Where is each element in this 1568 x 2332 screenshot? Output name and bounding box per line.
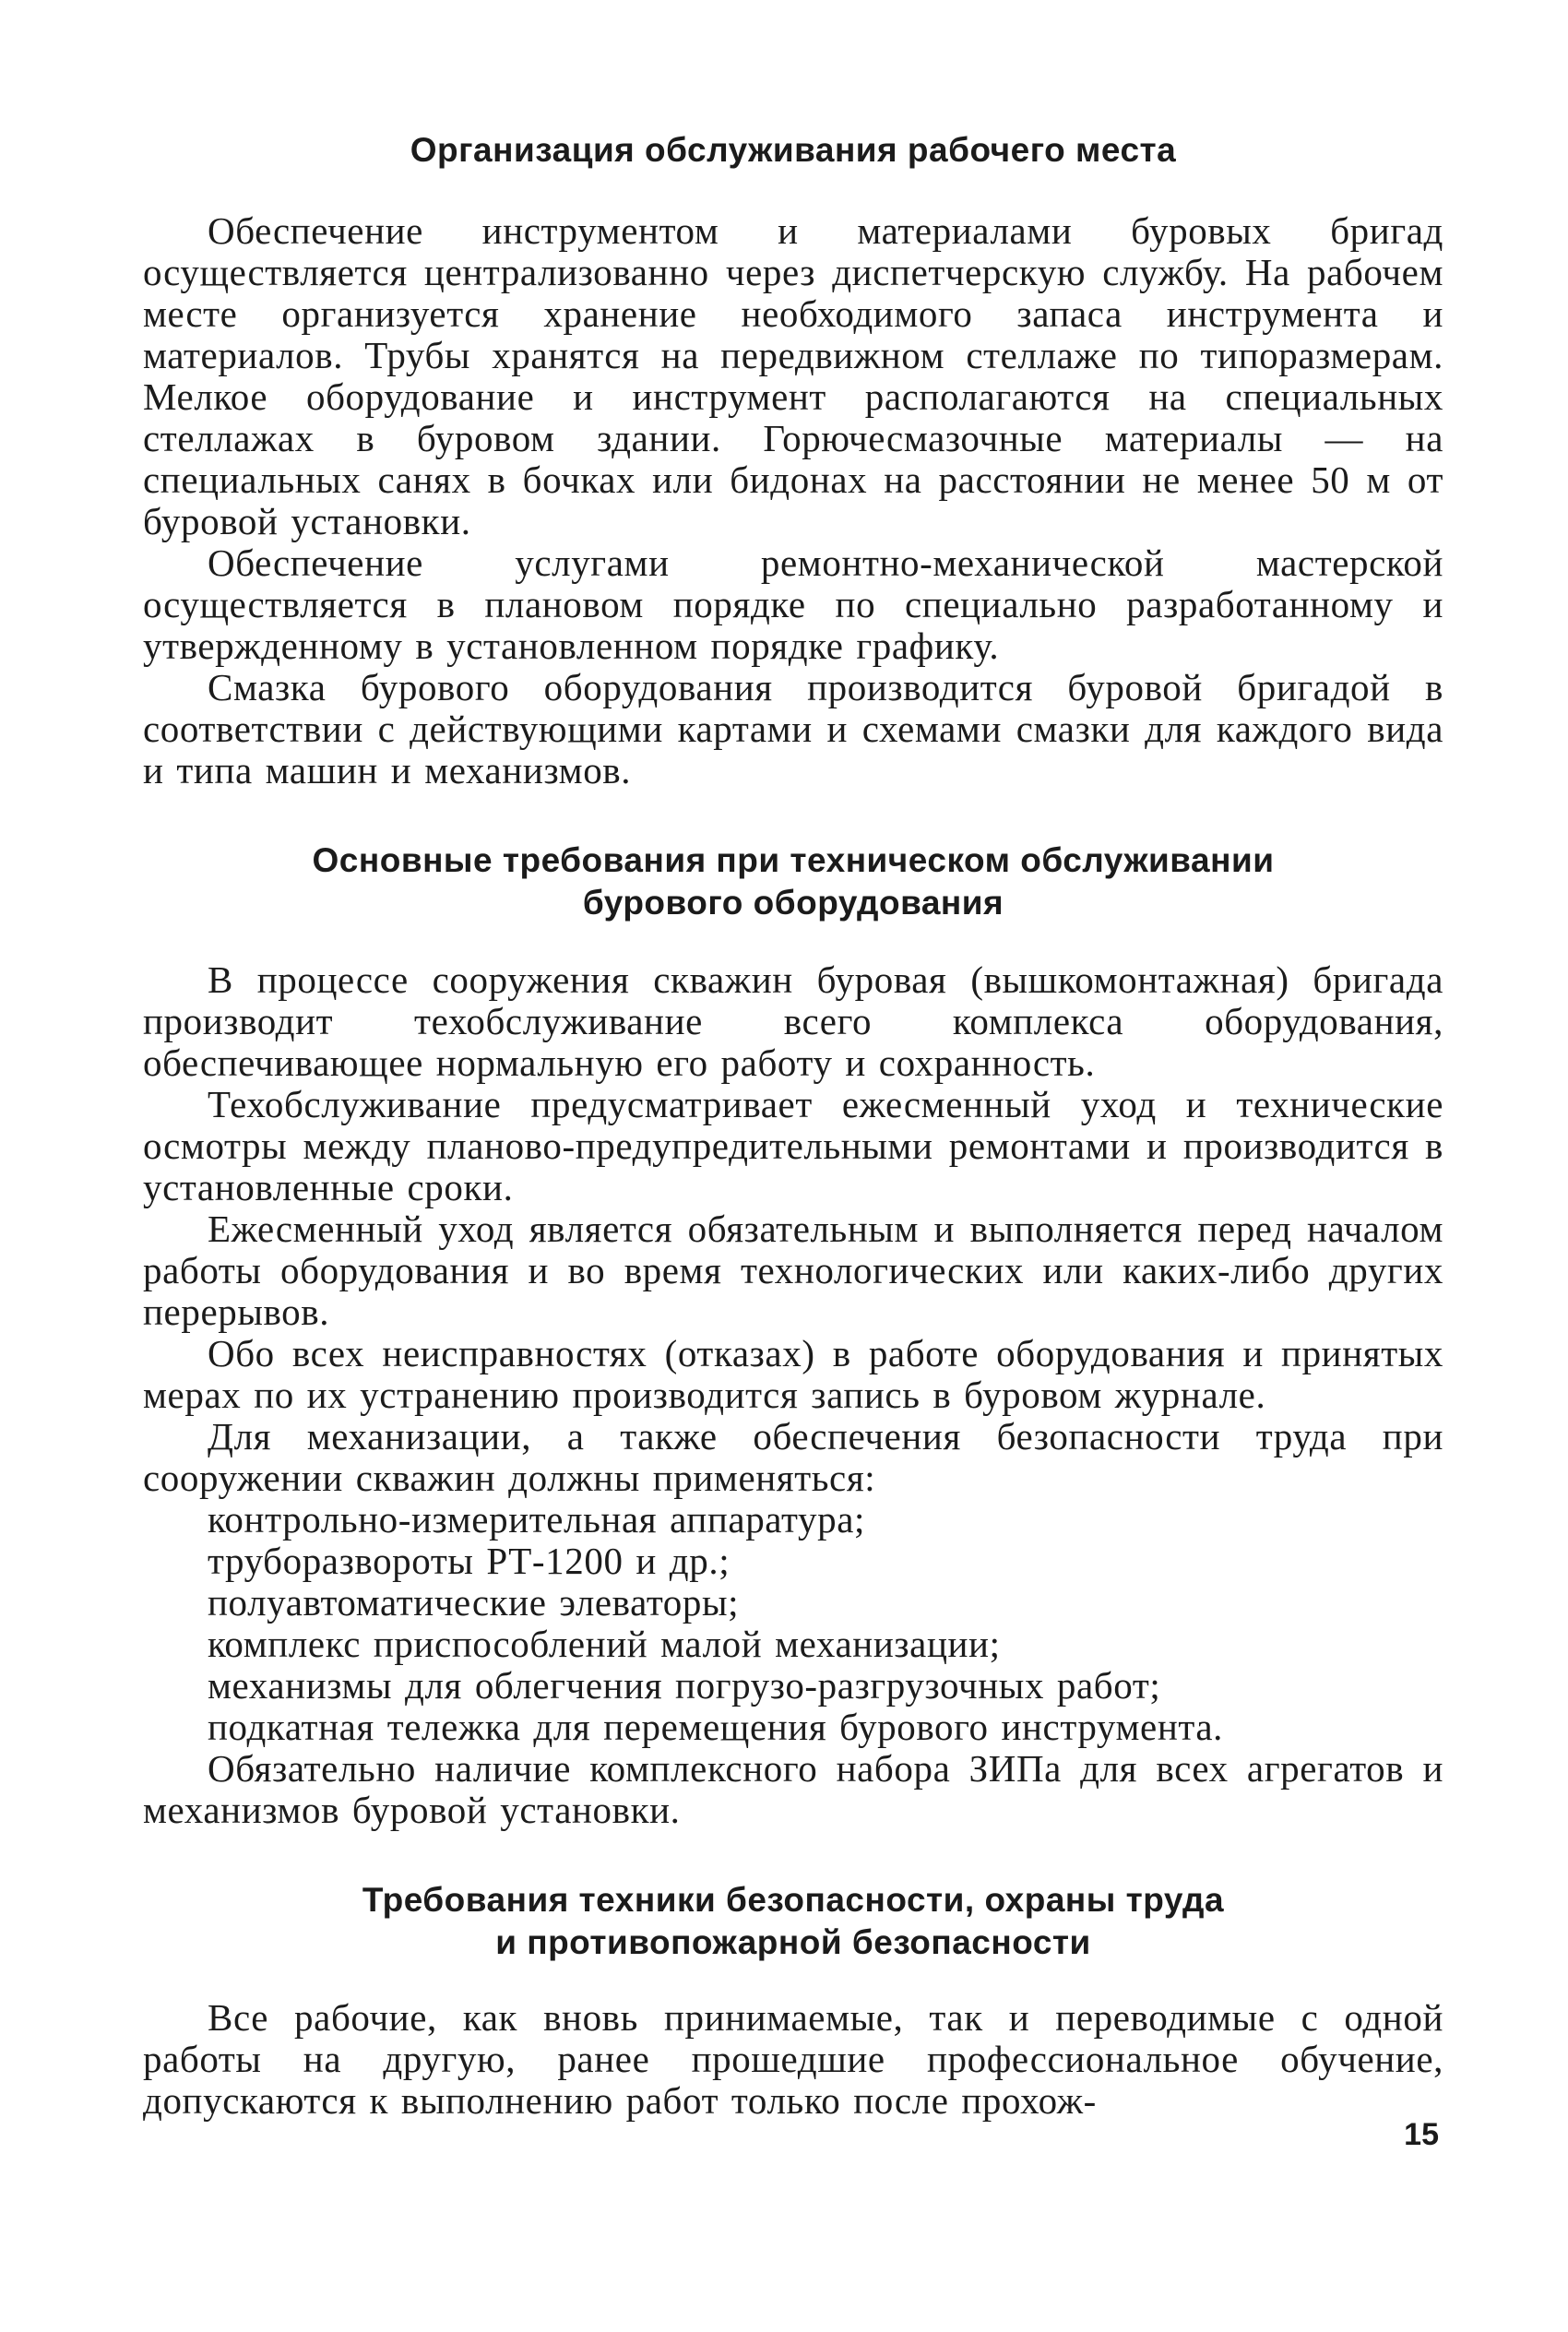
list-item: механизмы для облегчения погрузо-разгрузочных работ;	[208, 1664, 1161, 1707]
section-title-safety-requirements	[143, 1879, 1443, 1964]
paragraph: Смазка бурового оборудования производится буровой бригадой в соответствии с действующими картами и схемами смазки для каждого вида и типа машин и механизмов.	[143, 666, 1443, 791]
paragraph: Обеспечение услугами ремонтно-механической мастерской осуществляется в плановом порядке по специально разработанному и утвержденному в установленном порядке графику.	[143, 541, 1443, 667]
list-item: подкатная тележка для перемещения бурового инструмента.	[208, 1706, 1224, 1748]
equipment-list	[143, 1499, 1443, 1748]
paragraph: Обеспечение инструментом и материалами буровых бригад осуществляется централизованно через диспетчерскую службу. На рабочем месте организуется хранение необходимого запаса инструмента и материалов. Трубы хранятся на передвижном стеллаже по типоразмерам. Мелкое оборудование и инструмент располагаются на специальных стеллажах в буровом здании. Горючесмазочные материалы — на специальных санях в бочках или бидонах на расстоянии не менее 50 м от буровой установки.	[143, 209, 1443, 542]
list-item: полуавтоматические элеваторы;	[208, 1581, 740, 1624]
paragraph: Техобслуживание предусматривает ежесменный уход и технические осмотры между планово-предупредительными ремонтами и производится в установленные сроки.	[143, 1083, 1443, 1208]
section-title-line: бурового оборудования	[582, 884, 1004, 922]
section-title-maintenance-requirements	[143, 839, 1443, 924]
paragraph: В процессе сооружения скважин буровая (вышкомонтажная) бригада производит техобслуживание всего комплекса оборудования, обеспечивающее нормальную его работу и сохранность.	[143, 958, 1443, 1084]
paragraph: Для механизации, а также обеспечения безопасности труда при сооружении скважин должны применяться:	[143, 1415, 1443, 1499]
page-number: 15	[1404, 2117, 1439, 2152]
list-item: контрольно-измерительная аппаратура;	[208, 1498, 866, 1541]
section-title-workplace-organization: Организация обслуживания рабочего места	[410, 131, 1177, 169]
section-title-line: и противопожарной безопасности	[495, 1923, 1091, 1961]
list-item: комплекс приспособлений малой механизации;	[208, 1623, 1001, 1665]
section-title-line: Требования техники безопасности, охраны труда	[362, 1881, 1225, 1919]
paragraph: Обо всех неисправностях (отказах) в работе оборудования и принятых мерах по их устранению производится запись в буровом журнале.	[143, 1332, 1443, 1416]
document-page	[143, 129, 1443, 2122]
paragraph: Ежесменный уход является обязательным и выполняется перед началом работы оборудования и во время технологических или каких-либо других перерывов.	[143, 1208, 1443, 1333]
list-item: труборазвороты РТ-1200 и др.;	[208, 1540, 731, 1582]
paragraph: Обязательно наличие комплексного набора ЗИПа для всех агрегатов и механизмов буровой установки.	[143, 1747, 1443, 1831]
section-title-line: Основные требования при техническом обслуживании	[312, 841, 1275, 879]
paragraph: Все рабочие, как вновь принимаемые, так и переводимые с одной работы на другую, ранее прошедшие профессиональное обучение, допускаются к выполнению работ только после прохож-	[143, 1996, 1443, 2122]
